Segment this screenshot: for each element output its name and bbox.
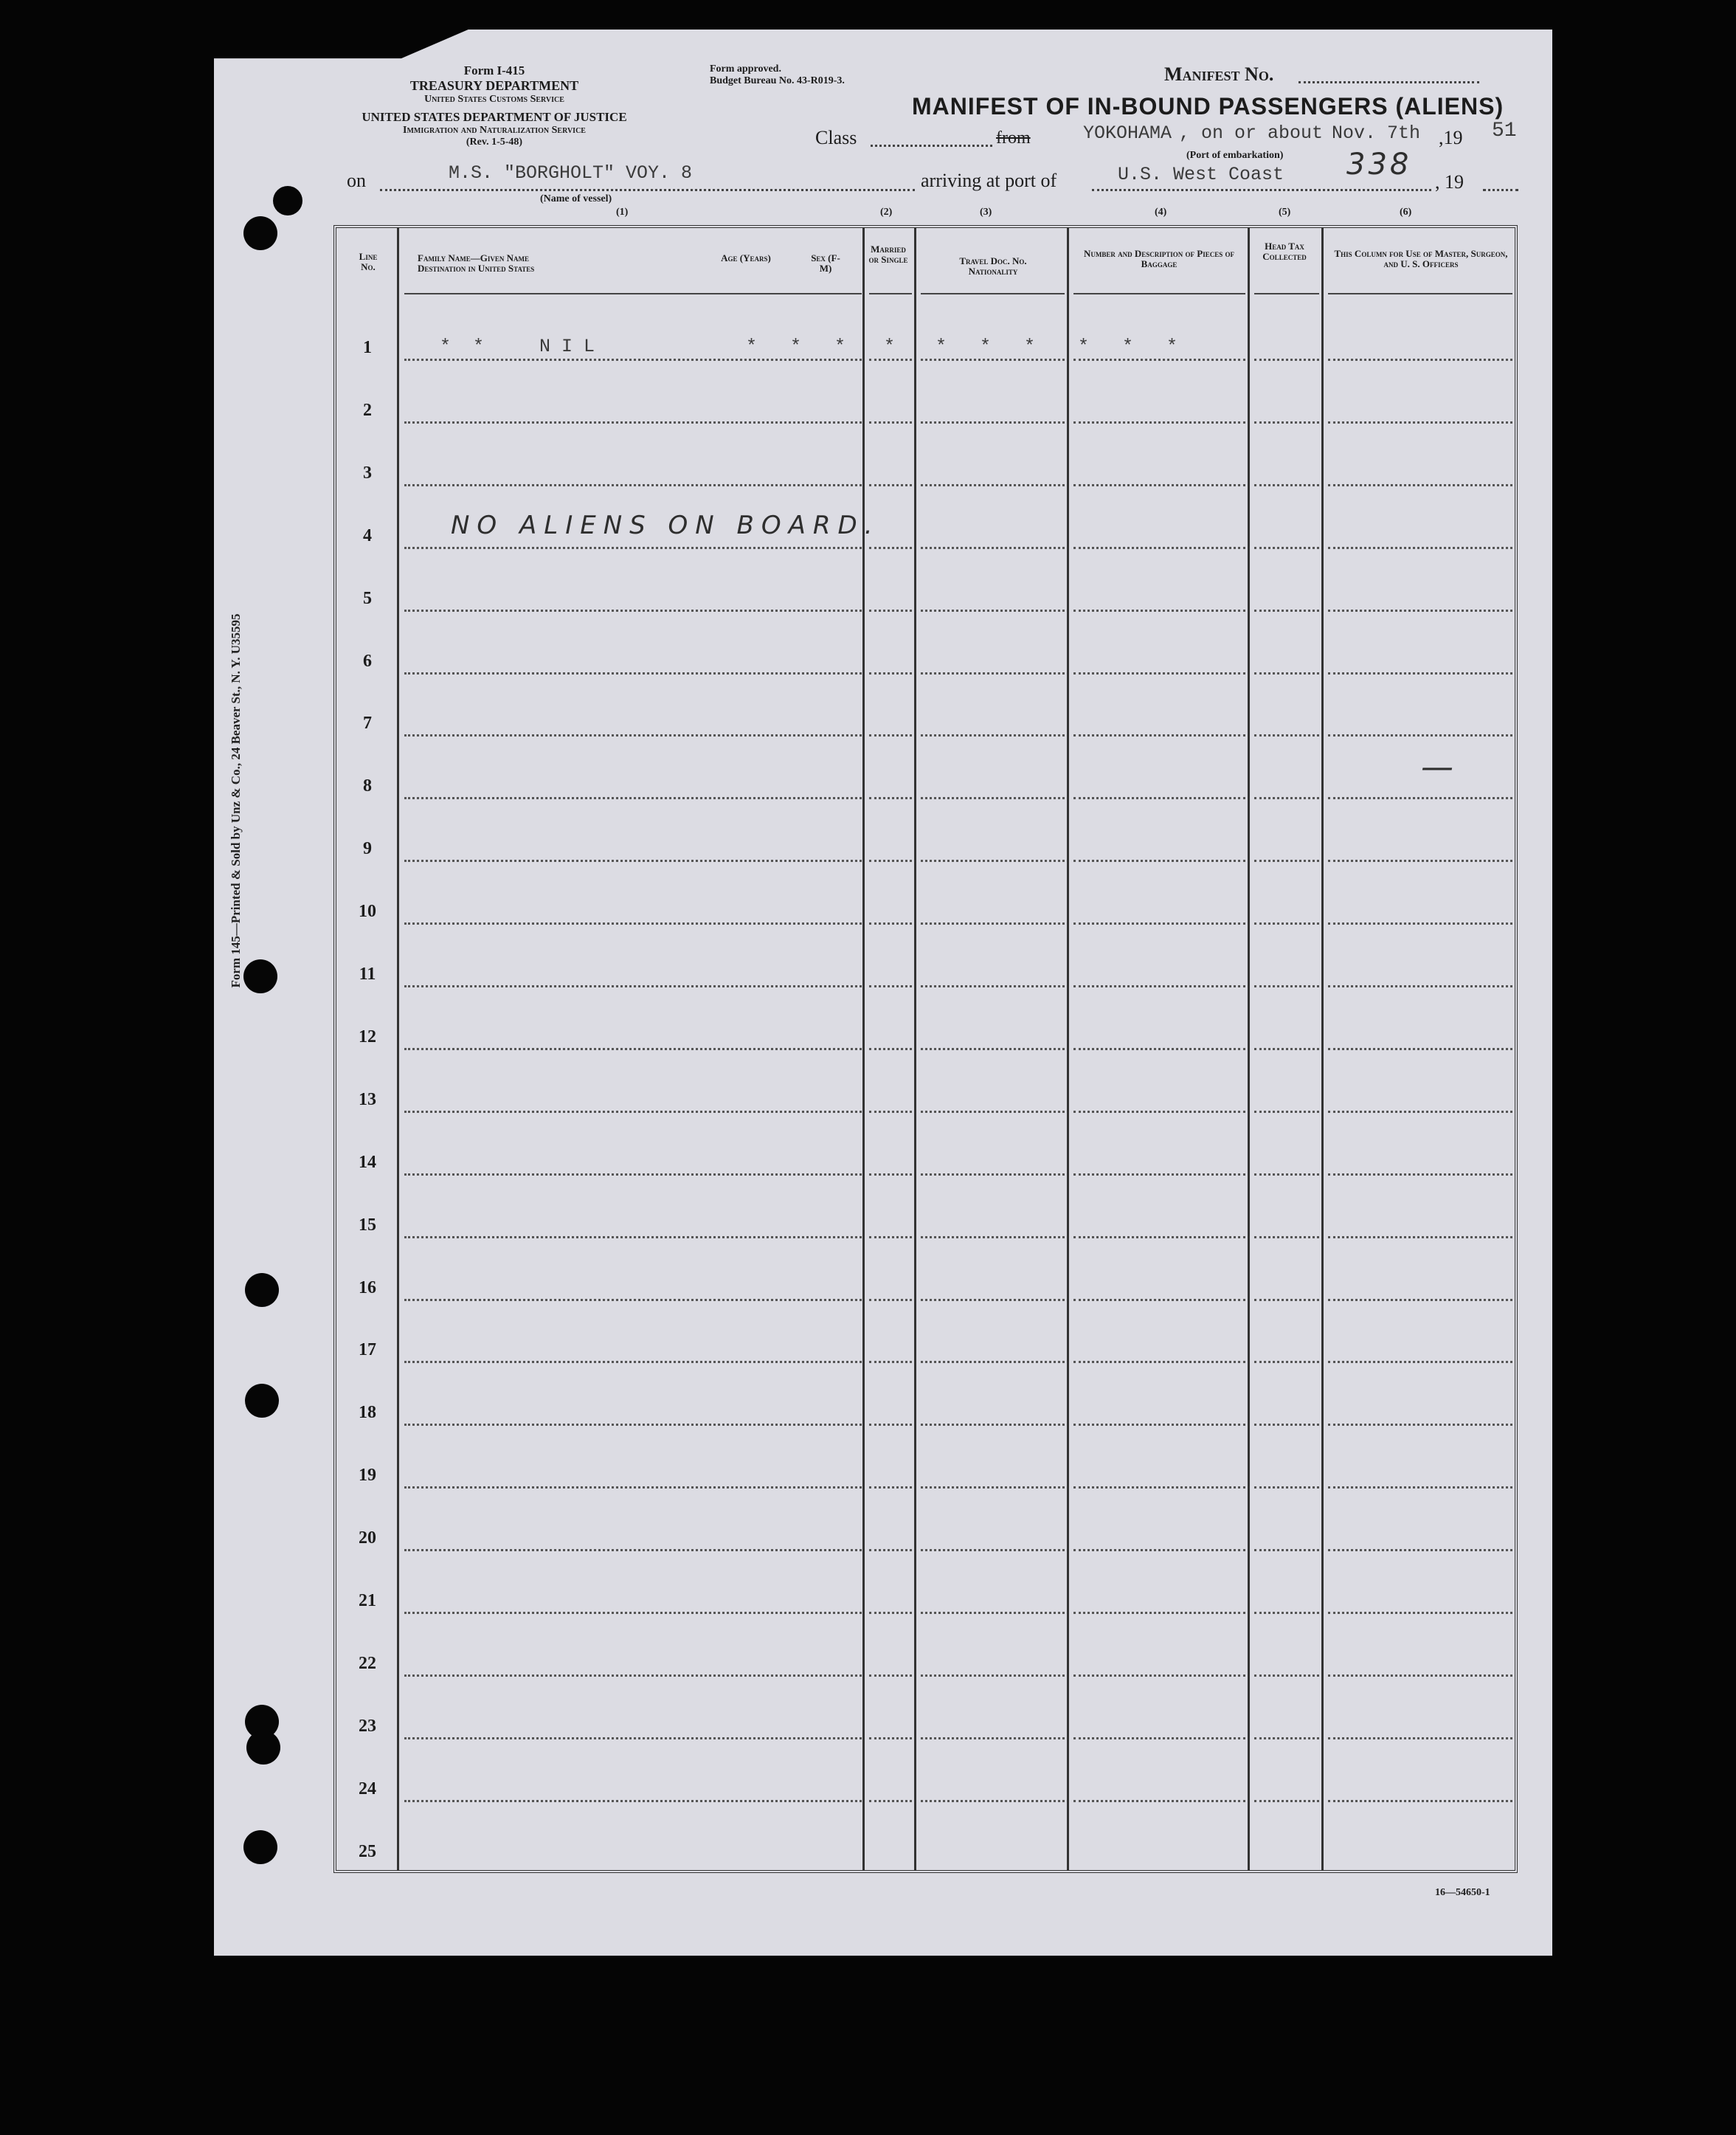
row-dotted-line (1073, 547, 1245, 549)
row-dotted-line (869, 547, 912, 549)
row-dotted-line (921, 1299, 1065, 1301)
row-dotted-line (1328, 1111, 1512, 1113)
row-number: 2 (363, 400, 372, 420)
port-embark-caption: (Port of embarkation) (1186, 150, 1284, 161)
row-dotted-line (921, 985, 1065, 987)
row-dotted-line (869, 797, 912, 799)
row-dotted-line (869, 734, 912, 737)
row-dotted-line (404, 421, 862, 424)
row-dotted-line (1073, 1299, 1245, 1301)
row-dotted-line (1328, 797, 1512, 799)
page-title: MANIFEST OF IN-BOUND PASSENGERS (ALIENS) (912, 93, 1504, 120)
header-destination: Destination in United States (418, 263, 535, 274)
row-dotted-line (404, 922, 862, 925)
row-dotted-line (869, 1674, 912, 1677)
row-dotted-line (1254, 797, 1319, 799)
row-dotted-line (921, 484, 1065, 486)
row-dotted-line (921, 359, 1065, 361)
row-dotted-line (1254, 1612, 1319, 1614)
vessel-name: M.S. "BORGHOLT" VOY. 8 (449, 162, 693, 184)
row1-name-entry: * * N I L (440, 336, 595, 357)
port-of-embarkation: YOKOHAMA (1083, 123, 1172, 144)
row-number: 17 (359, 1340, 376, 1360)
form-id: Form I-415 (463, 63, 525, 77)
punch-hole (246, 1731, 280, 1765)
row-dotted-line (1328, 922, 1512, 925)
class-label: Class (815, 127, 857, 148)
row-dotted-line (1328, 1173, 1512, 1176)
row-dotted-line (1073, 797, 1245, 799)
row-dotted-line (921, 1048, 1065, 1050)
row-dotted-line (404, 1549, 862, 1551)
row-dotted-line (1254, 547, 1319, 549)
row-dotted-line (404, 547, 862, 549)
col-number-4: (4) (1155, 207, 1167, 218)
row-dotted-line (1328, 1361, 1512, 1363)
row-dotted-line (1328, 359, 1512, 361)
row-dotted-line (404, 484, 862, 486)
row-dotted-line (1073, 359, 1245, 361)
row-dotted-line (1328, 672, 1512, 675)
row-dotted-line (921, 1111, 1065, 1113)
row-dotted-line (869, 1486, 912, 1489)
row-dotted-line (921, 734, 1065, 737)
punch-hole (245, 1273, 279, 1307)
arrival-date: Nov. 7th (1332, 123, 1421, 144)
row-dotted-line (1073, 985, 1245, 987)
row-dotted-line (404, 1236, 862, 1238)
row-dotted-line (869, 1173, 912, 1176)
row-dotted-line (1254, 421, 1319, 424)
row-dotted-line (1254, 860, 1319, 862)
row-dotted-line (1328, 734, 1512, 737)
row-dotted-line (1328, 985, 1512, 987)
row-number: 1 (363, 338, 372, 357)
row-dotted-line (921, 1612, 1065, 1614)
row1-baggage-entry: * * * (1078, 336, 1178, 357)
row-dotted-line (1254, 1299, 1319, 1301)
row-dotted-line (921, 672, 1065, 675)
row-number: 21 (359, 1591, 376, 1610)
row-dotted-line (869, 922, 912, 925)
printer-imprint: Form 145—Printed & Sold by Unz & Co., 24 Beaver St., N. Y. U35595 (229, 613, 243, 988)
row-dotted-line (1328, 1236, 1512, 1238)
row-dotted-line (1254, 484, 1319, 486)
header-officers: This Column for Use of Master, Surgeon, and U. S. Officers (1334, 248, 1508, 269)
row-dotted-line (404, 734, 862, 737)
row-dotted-line (404, 610, 862, 612)
header-head-tax: Head Tax Collected (1262, 241, 1307, 262)
row-number: 25 (359, 1841, 376, 1861)
row-dotted-line (1328, 610, 1512, 612)
row-number: 13 (359, 1089, 376, 1109)
row-dotted-line (404, 1800, 862, 1802)
punch-hole (243, 959, 277, 993)
row-dotted-line (1328, 1737, 1512, 1739)
footer-code: 16—54650-1 (1435, 1887, 1490, 1898)
ins-service: Immigration and Naturalization Service (403, 125, 586, 136)
budget-bureau: Budget Bureau No. 43-R019-3. (710, 75, 845, 86)
row-dotted-line (1254, 1486, 1319, 1489)
row-number: 23 (359, 1716, 376, 1736)
row-dotted-line (1328, 1800, 1512, 1802)
row-dotted-line (921, 1674, 1065, 1677)
row-dotted-line (869, 1236, 912, 1238)
handwritten-note: NO ALIENS ON BOARD. (451, 511, 880, 540)
row-dotted-line (1328, 1612, 1512, 1614)
row-dotted-line (1073, 1674, 1245, 1677)
row-dotted-line (1254, 1048, 1319, 1050)
revision: (Rev. 1-5-48) (466, 137, 523, 148)
punch-hole (245, 1384, 279, 1418)
row-dotted-line (869, 1361, 912, 1363)
row-dotted-line (921, 860, 1065, 862)
row-dotted-line (1328, 1486, 1512, 1489)
passenger-table (333, 225, 1518, 1873)
row-dotted-line (869, 672, 912, 675)
row-dotted-line (1073, 922, 1245, 925)
row-dotted-line (869, 1549, 912, 1551)
row-dotted-line (869, 610, 912, 612)
row-dotted-line (1328, 1424, 1512, 1426)
year-prefix: ,19 (1439, 127, 1463, 148)
row-dotted-line (869, 1048, 912, 1050)
row-dotted-line (1073, 860, 1245, 862)
row-dotted-line (869, 985, 912, 987)
row-dotted-line (1254, 610, 1319, 612)
row-dotted-line (1073, 1549, 1245, 1551)
row-number: 12 (359, 1027, 376, 1046)
row-dotted-line (1254, 985, 1319, 987)
row-number: 15 (359, 1215, 376, 1235)
row-dotted-line (1073, 1424, 1245, 1426)
row-dotted-line (869, 1299, 912, 1301)
row-dotted-line (1073, 672, 1245, 675)
row-number: 20 (359, 1528, 376, 1548)
row-dotted-line (1254, 1549, 1319, 1551)
from-label: from (996, 128, 1031, 148)
arriving-label: arriving at port of (921, 170, 1057, 191)
justice-dept: UNITED STATES DEPARTMENT OF JUSTICE (362, 110, 627, 124)
row-number: 22 (359, 1653, 376, 1673)
row-dotted-line (1073, 1612, 1245, 1614)
header-travel-doc: Travel Doc. No. (959, 255, 1027, 266)
year2-prefix: , 19 (1435, 171, 1464, 193)
row-dotted-line (404, 797, 862, 799)
row-number: 18 (359, 1403, 376, 1423)
row-dotted-line (1328, 484, 1512, 486)
row-dotted-line (1073, 1800, 1245, 1802)
row-dotted-line (1254, 922, 1319, 925)
row-dotted-line (404, 1361, 862, 1363)
row-dotted-line (404, 1048, 862, 1050)
row-dotted-line (921, 421, 1065, 424)
col-number-5: (5) (1279, 207, 1291, 218)
row-dotted-line (1073, 421, 1245, 424)
row-dotted-line (404, 1674, 862, 1677)
row-dotted-line (1328, 1299, 1512, 1301)
row-dotted-line (1328, 1549, 1512, 1551)
punch-hole (243, 216, 277, 250)
year-value: 51 (1492, 120, 1517, 142)
row-dotted-line (1254, 1800, 1319, 1802)
row-number: 9 (363, 839, 372, 859)
row-dotted-line (1328, 1674, 1512, 1677)
row-number: 7 (363, 714, 372, 734)
row-dotted-line (921, 1549, 1065, 1551)
row-dotted-line (869, 1800, 912, 1802)
vessel-caption: (Name of vessel) (540, 193, 612, 204)
row-dotted-line (1254, 672, 1319, 675)
row-dotted-line (1073, 1048, 1245, 1050)
header-baggage: Number and Description of Pieces of Baggage (1084, 248, 1234, 269)
col-number-3: (3) (980, 207, 992, 218)
row-dotted-line (869, 421, 912, 424)
row-dotted-line (869, 1111, 912, 1113)
port-of-arrival: U.S. West Coast (1118, 164, 1284, 185)
customs-service: United States Customs Service (424, 94, 564, 105)
row-dotted-line (921, 797, 1065, 799)
row-dotted-line (1254, 1173, 1319, 1176)
handwritten-number: 338 (1346, 148, 1412, 182)
row-dotted-line (869, 1737, 912, 1739)
row-number: 24 (359, 1779, 376, 1798)
row-number: 3 (363, 463, 372, 483)
row-dotted-line (1073, 1111, 1245, 1113)
row-dotted-line (921, 610, 1065, 612)
row-dotted-line (404, 1173, 862, 1176)
row-dotted-line (404, 359, 862, 361)
row-dotted-line (1328, 547, 1512, 549)
row-dotted-line (1254, 1737, 1319, 1739)
form-approved: Form approved. (710, 63, 781, 75)
row-dotted-line (921, 547, 1065, 549)
row-dotted-line (921, 1173, 1065, 1176)
row-number: 16 (359, 1277, 376, 1297)
col-number-6: (6) (1400, 207, 1412, 218)
row-number: 11 (359, 965, 376, 984)
row-number: 4 (363, 525, 372, 545)
punch-hole (273, 186, 302, 215)
header-age: Age (Years) (721, 252, 771, 263)
row-dotted-line (404, 1299, 862, 1301)
row1-married-entry: * (884, 336, 896, 357)
row-dotted-line (1073, 1236, 1245, 1238)
row-dotted-line (404, 1486, 862, 1489)
row-dotted-line (921, 1486, 1065, 1489)
row-dotted-line (404, 985, 862, 987)
row-dotted-line (921, 1424, 1065, 1426)
row-dotted-line (404, 1111, 862, 1113)
row-dotted-line (404, 1424, 862, 1426)
row-dotted-line (921, 922, 1065, 925)
punch-hole (243, 1830, 277, 1864)
row-dotted-line (1254, 1424, 1319, 1426)
row-dotted-line (1328, 860, 1512, 862)
row-dotted-line (869, 1612, 912, 1614)
header-married: Married or Single (868, 244, 908, 265)
row-number: 6 (363, 651, 372, 671)
row-dotted-line (1254, 1361, 1319, 1363)
header-sex: Sex (F-M) (811, 252, 840, 274)
row-dotted-line (869, 860, 912, 862)
row-dotted-line (1254, 734, 1319, 737)
row-dotted-line (1073, 1361, 1245, 1363)
row-dotted-line (404, 672, 862, 675)
col-number-1: (1) (616, 207, 629, 218)
row-dotted-line (1073, 1737, 1245, 1739)
row-number: 5 (363, 588, 372, 608)
header-nationality: Nationality (968, 266, 1018, 277)
row-dotted-line (1073, 1173, 1245, 1176)
row-dotted-line (404, 1612, 862, 1614)
row-dotted-line (869, 484, 912, 486)
row-dotted-line (404, 1737, 862, 1739)
row-dotted-line (1254, 359, 1319, 361)
row-dotted-line (921, 1361, 1065, 1363)
row1-travel-entry: * * * (936, 336, 1036, 357)
header-line-no: Line No. (359, 251, 378, 272)
row-dotted-line (1073, 734, 1245, 737)
row-dotted-line (1073, 1486, 1245, 1489)
row-dotted-line (869, 1424, 912, 1426)
row-dotted-line (404, 860, 862, 862)
treasury-dept: TREASURY DEPARTMENT (409, 78, 579, 93)
row-number: 19 (359, 1466, 376, 1486)
row-dotted-line (869, 359, 912, 361)
row-dotted-line (1254, 1111, 1319, 1113)
date-label: , on or about (1179, 123, 1324, 144)
row-number: 14 (359, 1152, 376, 1172)
col-number-2: (2) (880, 207, 893, 218)
manifest-no-label: Manifest No. (1164, 63, 1274, 85)
row-dotted-line (1254, 1674, 1319, 1677)
row-dotted-line (921, 1800, 1065, 1802)
row1-age-sex-entry: * * * (746, 336, 846, 357)
row-number: 8 (363, 776, 372, 796)
margin-mark: — (1421, 748, 1453, 786)
row-dotted-line (1328, 1048, 1512, 1050)
row-dotted-line (1073, 484, 1245, 486)
row-dotted-line (921, 1737, 1065, 1739)
row-dotted-line (921, 1236, 1065, 1238)
row-dotted-line (1254, 1236, 1319, 1238)
row-dotted-line (1073, 610, 1245, 612)
row-dotted-line (1328, 421, 1512, 424)
header-family-name: Family Name—Given Name (418, 252, 530, 263)
on-label: on (347, 170, 366, 191)
row-number: 10 (359, 902, 376, 922)
